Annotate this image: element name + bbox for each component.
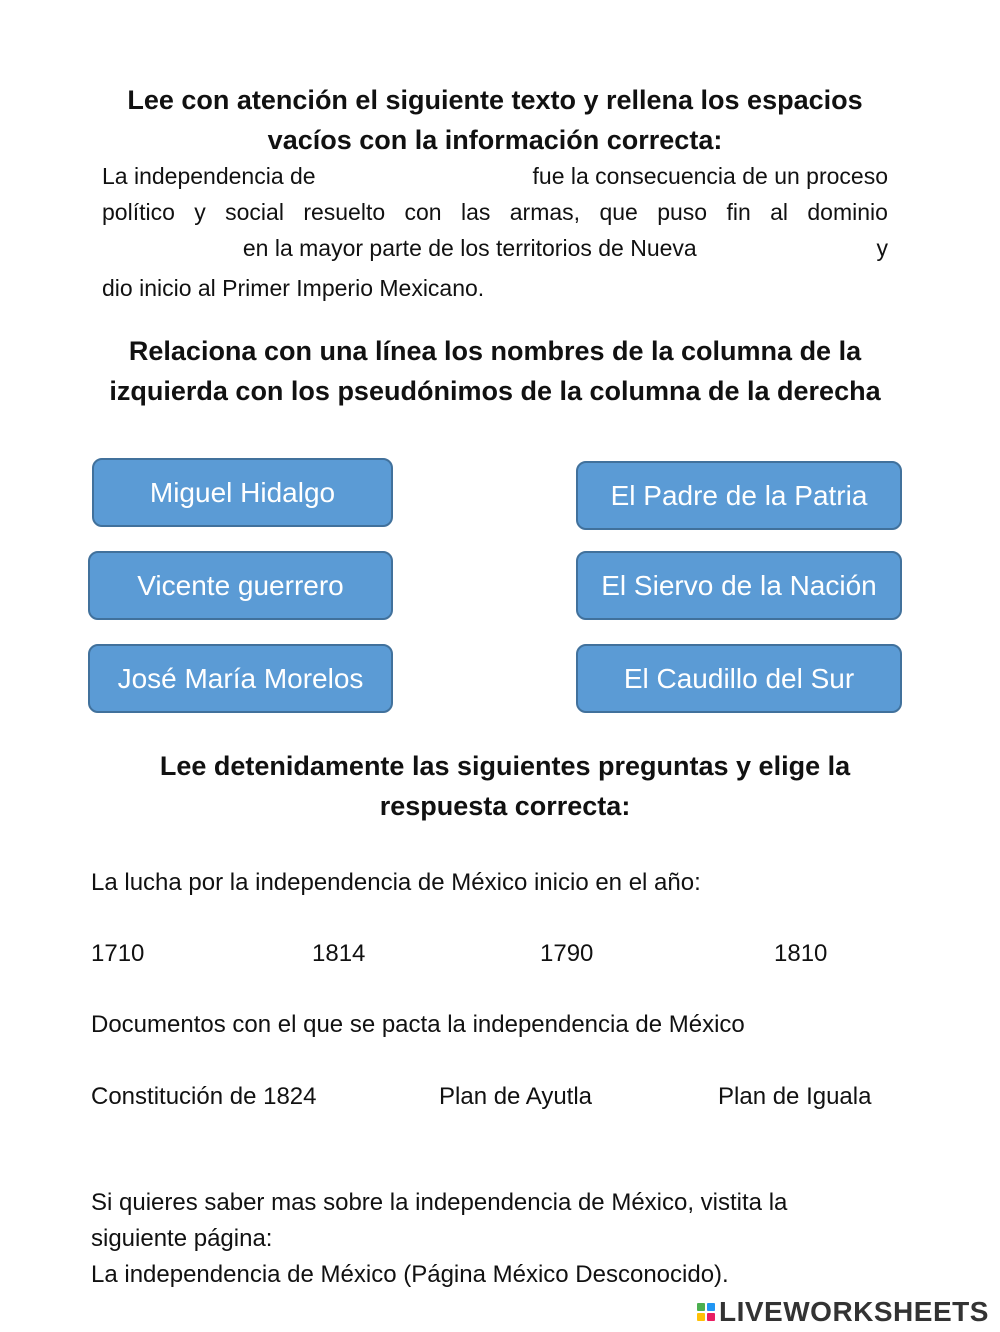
section2-heading xyxy=(40,331,950,411)
paragraph-text: en la mayor parte de los territorios de Nueva xyxy=(242,235,697,261)
question-2: Documentos con el que se pacta la independencia de México xyxy=(91,1011,745,1038)
match-right-1[interactable]: El Padre de la Patria xyxy=(576,461,902,530)
q1-option-1810[interactable]: 1810 xyxy=(774,940,828,967)
paragraph-word: las xyxy=(460,199,491,225)
logo-square xyxy=(697,1303,705,1311)
paragraph-word: con xyxy=(404,199,442,225)
paragraph-word: armas, xyxy=(509,199,581,225)
paragraph-text: fue la consecuencia de un proceso xyxy=(532,163,888,189)
match-right-3[interactable]: El Caudillo del Sur xyxy=(576,644,902,713)
section2-heading-line1: Relaciona con una línea los nombres de la columna de la xyxy=(128,336,862,366)
paragraph-word: al xyxy=(770,199,789,225)
section3-heading xyxy=(80,746,930,826)
blank-nueva[interactable] xyxy=(742,230,832,258)
match-left-3[interactable]: José María Morelos xyxy=(88,644,393,713)
fill-in-paragraph xyxy=(102,158,888,306)
paragraph-word: fin xyxy=(726,199,751,225)
section3-heading-line1: Lee detenidamente las siguientes preguntas y elige la xyxy=(159,751,851,781)
paragraph-word: puso xyxy=(657,199,708,225)
paragraph-word: que xyxy=(599,199,638,225)
paragraph-word: dominio xyxy=(807,199,888,225)
section1-heading-line1: Lee con atención el siguiente texto y rellena los espacios xyxy=(127,85,863,115)
liveworksheets-logo xyxy=(697,1296,989,1328)
section2-heading-line2: izquierda con los pseudónimos de la columna de la derecha xyxy=(109,376,881,406)
paragraph-word: político xyxy=(102,199,175,225)
paragraph-word: social xyxy=(225,199,284,225)
q2-option-ayutla[interactable]: Plan de Ayutla xyxy=(439,1083,593,1110)
q2-option-iguala[interactable]: Plan de Iguala xyxy=(718,1083,872,1110)
section3-heading-line2: respuesta correcta: xyxy=(379,791,631,821)
liveworksheets-mark-icon xyxy=(697,1303,715,1321)
logo-square xyxy=(697,1313,705,1321)
q2-option-constitucion[interactable]: Constitución de 1824 xyxy=(91,1083,317,1110)
blank-domain[interactable] xyxy=(102,230,198,258)
footer-line-2: siguiente página: xyxy=(91,1225,273,1252)
footer-line-1: Si quieres saber mas sobre la independencia de México, vistita la xyxy=(91,1189,788,1216)
match-left-1[interactable]: Miguel Hidalgo xyxy=(92,458,393,527)
logo-square xyxy=(707,1313,715,1321)
paragraph-line-3 xyxy=(102,230,888,266)
paragraph-word: resuelto xyxy=(303,199,386,225)
logo-square xyxy=(707,1303,715,1311)
paragraph-line-2 xyxy=(102,194,888,230)
question-1: La lucha por la independencia de México inicio en el año: xyxy=(91,869,701,896)
match-right-2[interactable]: El Siervo de la Nación xyxy=(576,551,902,620)
section1-heading-line2: vacíos con la información correcta: xyxy=(267,125,723,155)
paragraph-text: La independencia de xyxy=(102,163,316,189)
q1-option-1814[interactable]: 1814 xyxy=(312,940,366,967)
footer-link[interactable]: La independencia de México (Página México Desconocido). xyxy=(91,1261,729,1288)
paragraph-line-4 xyxy=(102,270,888,306)
blank-country[interactable] xyxy=(374,158,474,186)
logo-text: LIVEWORKSHEETS xyxy=(719,1296,989,1327)
match-left-2[interactable]: Vicente guerrero xyxy=(88,551,393,620)
paragraph-word: y xyxy=(194,199,206,225)
section1-heading xyxy=(60,80,930,160)
q1-option-1710[interactable]: 1710 xyxy=(91,940,145,967)
paragraph-text: dio inicio al Primer Imperio Mexicano. xyxy=(102,275,485,301)
paragraph-text: y xyxy=(876,235,888,261)
paragraph-line-1 xyxy=(102,158,888,194)
q1-option-1790[interactable]: 1790 xyxy=(540,940,594,967)
